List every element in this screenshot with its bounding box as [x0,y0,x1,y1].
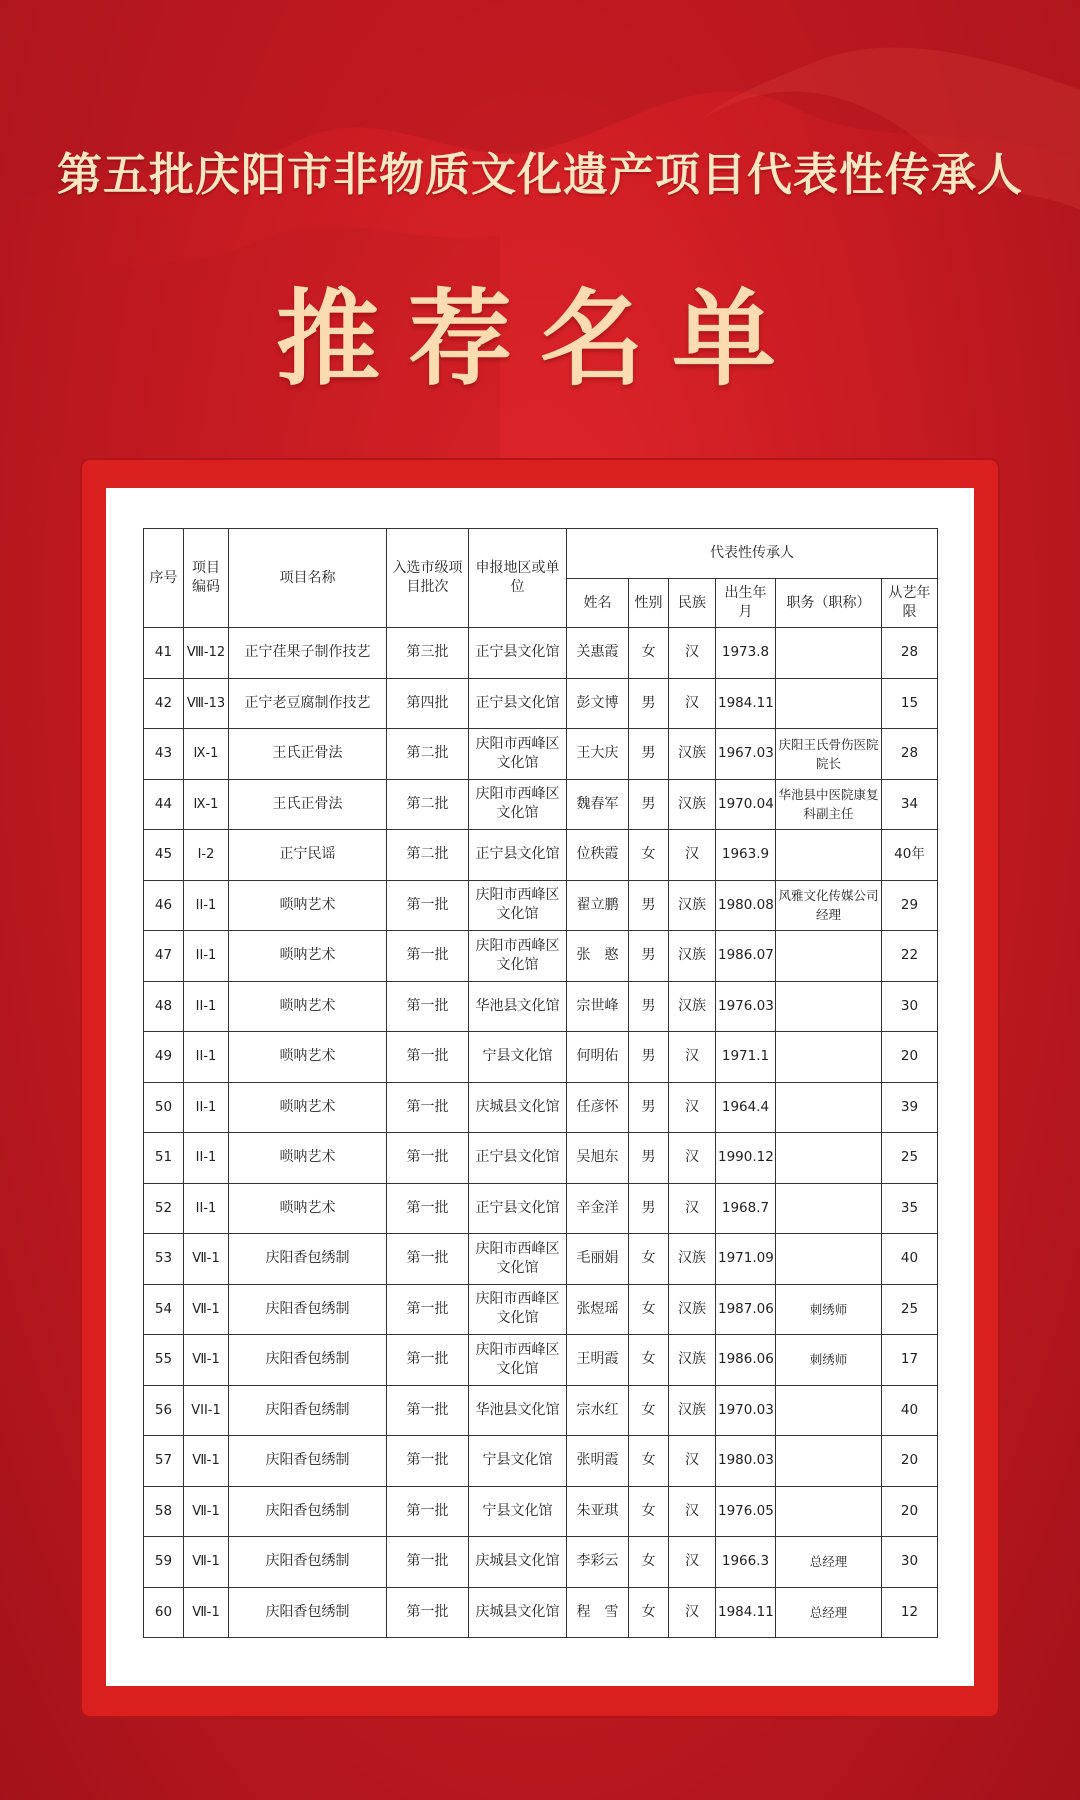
cell-code: Ⅸ-1 [184,729,229,780]
cell-gender: 男 [629,1183,669,1234]
cell-seq: 60 [144,1587,184,1638]
cell-seq: 55 [144,1335,184,1386]
cell-person: 吴旭东 [567,1133,629,1184]
cell-person: 何明佑 [567,1032,629,1083]
cell-ethnicity: 汉族 [669,779,716,830]
cell-person: 程 雪 [567,1587,629,1638]
cell-person: 位秩霞 [567,830,629,881]
cell-batch: 第一批 [387,1537,469,1588]
cell-batch: 第一批 [387,880,469,931]
cell-code: Ⅸ-1 [184,779,229,830]
cell-region: 正宁县文化馆 [469,830,567,881]
cell-code: ⅠⅠ-1 [184,1032,229,1083]
cell-batch: 第一批 [387,1082,469,1133]
cell-region: 庆阳市西峰区文化馆 [469,729,567,780]
cell-title [776,1183,882,1234]
cell-batch: 第一批 [387,1436,469,1487]
cell-gender: 男 [629,779,669,830]
cell-gender: 女 [629,1587,669,1638]
cell-birth: 1964.4 [716,1082,776,1133]
cell-project-name: 唢呐艺术 [229,1082,387,1133]
cell-title: 刺绣师 [776,1284,882,1335]
cell-code: ⅠⅠ-1 [184,931,229,982]
cell-birth: 1967.03 [716,729,776,780]
cell-project-name: 王氏正骨法 [229,779,387,830]
table-row [144,1032,938,1083]
cell-years: 20 [882,1486,938,1537]
cell-region: 庆阳市西峰区文化馆 [469,1284,567,1335]
cell-batch: 第四批 [387,678,469,729]
cell-ethnicity: 汉 [669,830,716,881]
cell-birth: 1986.06 [716,1335,776,1386]
cell-birth: 1980.08 [716,880,776,931]
cell-region: 正宁县文化馆 [469,1183,567,1234]
cell-person: 毛丽娟 [567,1234,629,1285]
page-title-line1: 第五批庆阳市非物质文化遗产项目代表性传承人 [56,148,1023,201]
cell-code: Ⅶ-1 [184,1284,229,1335]
cell-birth: 1980.03 [716,1436,776,1487]
table-row [144,1183,938,1234]
cell-gender: 男 [629,1133,669,1184]
cell-years: 40 [882,1385,938,1436]
cell-years: 30 [882,981,938,1032]
cell-years: 40 [882,1234,938,1285]
cell-region: 庆阳市西峰区文化馆 [469,779,567,830]
table-row [144,1335,938,1386]
cell-title [776,981,882,1032]
cell-project-name: 庆阳香包绣制 [229,1587,387,1638]
cell-seq: 45 [144,830,184,881]
table-row [144,1587,938,1638]
cell-person: 宗世峰 [567,981,629,1032]
cell-person: 关惠霞 [567,628,629,679]
cell-person: 翟立鹏 [567,880,629,931]
cell-birth: 1984.11 [716,1587,776,1638]
cell-project-name: 唢呐艺术 [229,1032,387,1083]
cell-birth: 1984.11 [716,678,776,729]
cell-person: 张 憨 [567,931,629,982]
cell-region: 正宁县文化馆 [469,678,567,729]
cell-title [776,830,882,881]
cell-seq: 53 [144,1234,184,1285]
header-person: 姓名 [567,579,629,628]
cell-title [776,1082,882,1133]
header-group: 代表性传承人 [567,529,938,579]
cell-years: 35 [882,1183,938,1234]
cell-region: 庆城县文化馆 [469,1587,567,1638]
cell-person: 宗水红 [567,1385,629,1436]
cell-title [776,1486,882,1537]
cell-code: ⅠⅠ-1 [184,880,229,931]
cell-birth: 1968.7 [716,1183,776,1234]
cell-person: 张明霞 [567,1436,629,1487]
cell-years: 17 [882,1335,938,1386]
cell-seq: 42 [144,678,184,729]
cell-birth: 1963.9 [716,830,776,881]
table-row [144,628,938,679]
cell-code: Ⅶ-1 [184,1486,229,1537]
cell-region: 华池县文化馆 [469,1385,567,1436]
cell-title [776,1133,882,1184]
cell-birth: 1971.09 [716,1234,776,1285]
cell-project-name: 正宁民谣 [229,830,387,881]
inheritors-table [143,528,938,1638]
cell-gender: 男 [629,880,669,931]
cell-seq: 47 [144,931,184,982]
cell-region: 庆阳市西峰区文化馆 [469,1234,567,1285]
cell-title: 刺绣师 [776,1335,882,1386]
cell-project-name: 庆阳香包绣制 [229,1385,387,1436]
cell-ethnicity: 汉族 [669,880,716,931]
cell-project-name: 庆阳香包绣制 [229,1284,387,1335]
header-seq: 序号 [144,529,184,628]
cell-ethnicity: 汉族 [669,729,716,780]
cell-person: 任彦怀 [567,1082,629,1133]
cell-seq: 49 [144,1032,184,1083]
table-row [144,880,938,931]
cell-batch: 第一批 [387,1486,469,1537]
cell-years: 28 [882,628,938,679]
table-row [144,1284,938,1335]
cell-project-name: 唢呐艺术 [229,880,387,931]
cell-birth: 1973.8 [716,628,776,679]
cell-gender: 男 [629,678,669,729]
cell-seq: 52 [144,1183,184,1234]
cell-years: 25 [882,1133,938,1184]
cell-code: Ⅶ-1 [184,1537,229,1588]
cell-region: 正宁县文化馆 [469,628,567,679]
cell-gender: 女 [629,1335,669,1386]
cell-person: 张煜瑶 [567,1284,629,1335]
header-ethnicity: 民族 [669,579,716,628]
cell-region: 庆阳市西峰区文化馆 [469,880,567,931]
cell-region: 庆阳市西峰区文化馆 [469,931,567,982]
cell-seq: 41 [144,628,184,679]
cell-seq: 50 [144,1082,184,1133]
cell-region: 正宁县文化馆 [469,1133,567,1184]
cell-ethnicity: 汉 [669,1587,716,1638]
cell-seq: 48 [144,981,184,1032]
cell-birth: 1976.05 [716,1486,776,1537]
cell-code: VⅠⅠ-1 [184,1385,229,1436]
cell-seq: 57 [144,1436,184,1487]
cell-seq: 44 [144,779,184,830]
cell-gender: 男 [629,1032,669,1083]
cell-code: ⅠⅠ-1 [184,1082,229,1133]
cell-region: 宁县文化馆 [469,1486,567,1537]
table-row [144,678,938,729]
cell-ethnicity: 汉 [669,1537,716,1588]
cell-batch: 第一批 [387,931,469,982]
cell-ethnicity: 汉 [669,1082,716,1133]
cell-years: 40年 [882,830,938,881]
cell-batch: 第一批 [387,1183,469,1234]
table-row [144,1234,938,1285]
cell-seq: 59 [144,1537,184,1588]
cell-gender: 女 [629,1486,669,1537]
cell-gender: 女 [629,1284,669,1335]
cell-gender: 男 [629,729,669,780]
cell-project-name: 正宁老豆腐制作技艺 [229,678,387,729]
cell-project-name: 正宁荏果子制作技艺 [229,628,387,679]
header-region: 申报地区或单位 [469,529,567,628]
cell-project-name: 唢呐艺术 [229,1183,387,1234]
cell-region: 华池县文化馆 [469,981,567,1032]
cell-region: 庆城县文化馆 [469,1537,567,1588]
cell-ethnicity: 汉族 [669,1284,716,1335]
cell-code: Ⅶ-1 [184,1587,229,1638]
cell-batch: 第三批 [387,628,469,679]
cell-ethnicity: 汉 [669,1032,716,1083]
header-gender: 性别 [629,579,669,628]
cell-title: 总经理 [776,1537,882,1588]
cell-title [776,1436,882,1487]
cell-code: Ⅷ-13 [184,678,229,729]
table-row [144,931,938,982]
cell-code: ⅠⅠ-1 [184,1183,229,1234]
cell-batch: 第二批 [387,779,469,830]
cell-batch: 第一批 [387,1032,469,1083]
cell-birth: 1966.3 [716,1537,776,1588]
cell-title: 总经理 [776,1587,882,1638]
cell-person: 朱亚琪 [567,1486,629,1537]
cell-title [776,931,882,982]
cell-code: ⅠⅠ-1 [184,981,229,1032]
cell-person: 辛金洋 [567,1183,629,1234]
cell-project-name: 庆阳香包绣制 [229,1537,387,1588]
cell-title [776,1234,882,1285]
cell-birth: 1971.1 [716,1032,776,1083]
cell-code: Ⅰ-2 [184,830,229,881]
cell-seq: 54 [144,1284,184,1335]
table-row [144,1436,938,1487]
cell-ethnicity: 汉族 [669,981,716,1032]
cell-gender: 女 [629,830,669,881]
cell-person: 彭文博 [567,678,629,729]
cell-project-name: 庆阳香包绣制 [229,1436,387,1487]
cell-batch: 第一批 [387,1385,469,1436]
header-name: 项目名称 [229,529,387,628]
cell-ethnicity: 汉族 [669,931,716,982]
cell-project-name: 王氏正骨法 [229,729,387,780]
cell-batch: 第一批 [387,1234,469,1285]
cell-batch: 第一批 [387,1587,469,1638]
header-years: 从艺年限 [882,579,938,628]
cell-title [776,1032,882,1083]
cell-batch: 第一批 [387,1335,469,1386]
cell-years: 22 [882,931,938,982]
cell-gender: 男 [629,1082,669,1133]
cell-title [776,678,882,729]
cell-title [776,628,882,679]
cell-batch: 第一批 [387,981,469,1032]
cell-seq: 46 [144,880,184,931]
cell-years: 28 [882,729,938,780]
cell-code: Ⅷ-12 [184,628,229,679]
cell-project-name: 唢呐艺术 [229,1133,387,1184]
cell-gender: 女 [629,628,669,679]
header-code: 项目编码 [184,529,229,628]
cell-project-name: 唢呐艺术 [229,931,387,982]
table-body [144,628,938,1638]
cell-batch: 第二批 [387,830,469,881]
cell-birth: 1976.03 [716,981,776,1032]
cell-batch: 第一批 [387,1284,469,1335]
cell-gender: 女 [629,1385,669,1436]
cell-seq: 43 [144,729,184,780]
cell-gender: 女 [629,1537,669,1588]
cell-seq: 58 [144,1486,184,1537]
table-row [144,1385,938,1436]
cell-years: 12 [882,1587,938,1638]
cell-years: 29 [882,880,938,931]
cell-ethnicity: 汉 [669,678,716,729]
table-row [144,1133,938,1184]
table-row [144,981,938,1032]
cell-project-name: 唢呐艺术 [229,981,387,1032]
cell-region: 庆阳市西峰区文化馆 [469,1335,567,1386]
cell-birth: 1990.12 [716,1133,776,1184]
cell-years: 15 [882,678,938,729]
cell-ethnicity: 汉族 [669,1335,716,1386]
header-birth: 出生年月 [716,579,776,628]
cell-title: 华池县中医院康复科副主任 [776,779,882,830]
table-row [144,1537,938,1588]
cell-ethnicity: 汉 [669,1486,716,1537]
cell-years: 20 [882,1032,938,1083]
cell-ethnicity: 汉 [669,1436,716,1487]
cell-person: 王大庆 [567,729,629,780]
cell-region: 宁县文化馆 [469,1032,567,1083]
cell-years: 39 [882,1082,938,1133]
cell-gender: 男 [629,981,669,1032]
cell-birth: 1970.03 [716,1385,776,1436]
cell-title [776,1385,882,1436]
cell-project-name: 庆阳香包绣制 [229,1486,387,1537]
cell-birth: 1986.07 [716,931,776,982]
cell-ethnicity: 汉 [669,1183,716,1234]
cell-birth: 1987.06 [716,1284,776,1335]
cell-ethnicity: 汉族 [669,1385,716,1436]
header-batch: 入选市级项目批次 [387,529,469,628]
cell-seq: 56 [144,1385,184,1436]
cell-project-name: 庆阳香包绣制 [229,1335,387,1386]
cell-region: 宁县文化馆 [469,1436,567,1487]
table-row [144,779,938,830]
cell-gender: 男 [629,931,669,982]
cell-years: 30 [882,1537,938,1588]
table-row [144,1082,938,1133]
table-row [144,729,938,780]
cell-years: 20 [882,1436,938,1487]
cell-gender: 女 [629,1436,669,1487]
cell-batch: 第二批 [387,729,469,780]
cell-ethnicity: 汉族 [669,1234,716,1285]
cell-seq: 51 [144,1133,184,1184]
cell-title: 庆阳王氏骨伤医院院长 [776,729,882,780]
table-row [144,1486,938,1537]
cell-title: 风雅文化传媒公司经理 [776,880,882,931]
cell-years: 25 [882,1284,938,1335]
cell-person: 李彩云 [567,1537,629,1588]
cell-gender: 女 [629,1234,669,1285]
cell-ethnicity: 汉 [669,628,716,679]
table-row [144,830,938,881]
cell-ethnicity: 汉 [669,1133,716,1184]
cell-code: Ⅶ-1 [184,1234,229,1285]
cell-person: 魏春军 [567,779,629,830]
cell-code: Ⅶ-1 [184,1335,229,1386]
cell-region: 庆城县文化馆 [469,1082,567,1133]
cell-project-name: 庆阳香包绣制 [229,1234,387,1285]
cell-code: Ⅶ-1 [184,1436,229,1487]
cell-person: 王明霞 [567,1335,629,1386]
cell-years: 34 [882,779,938,830]
cell-code: ⅠⅠ-1 [184,1133,229,1184]
page-title-line2: 推荐名单 [275,278,804,400]
cell-birth: 1970.04 [716,779,776,830]
cell-batch: 第一批 [387,1133,469,1184]
header-title: 职务（职称） [776,579,882,628]
